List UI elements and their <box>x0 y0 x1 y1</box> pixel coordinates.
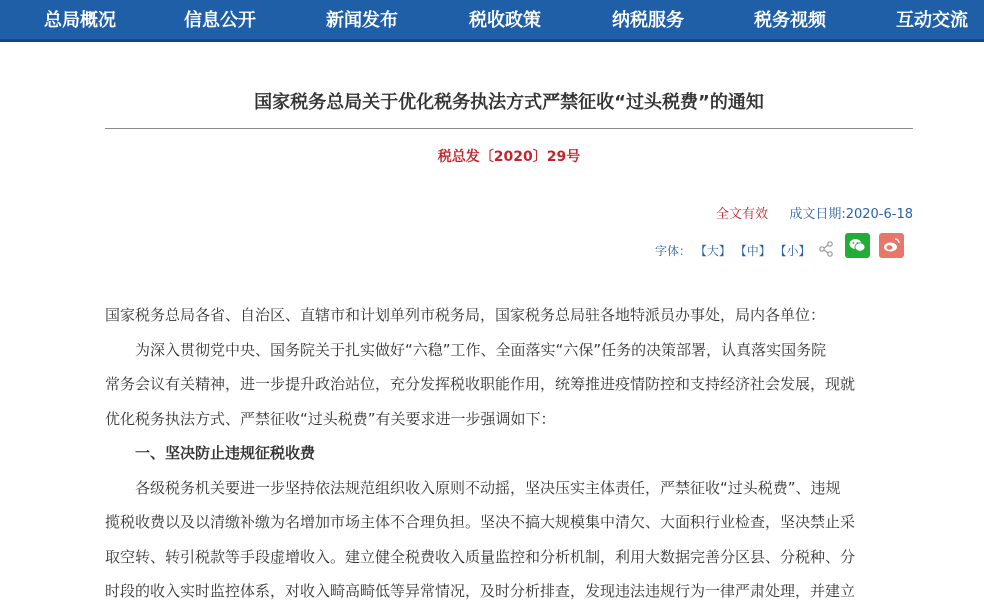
paragraph-line: 各级税务机关要进一步坚持依法规范组织收入原则不动摇，坚决压实主体责任，严禁征收“过头税费”、违规 <box>135 478 841 497</box>
document-title: 国家税务总局关于优化税务执法方式严禁征收“过头税费”的通知 <box>254 92 764 113</box>
document-body <box>105 298 915 609</box>
font-size-label: 字体： <box>655 244 692 258</box>
nav-item-tax-service[interactable]: 纳税服务 <box>612 10 684 31</box>
document-number: 税总发〔2020〕29号 <box>437 149 581 165</box>
nav-item-tax-video[interactable]: 税务视频 <box>754 10 826 31</box>
salutation-line: 国家税务总局各省、自治区、直辖市和计划单列市税务局，国家税务总局驻各地特派员办事处，局内各单位： <box>105 306 826 324</box>
share-icon[interactable] <box>818 241 834 257</box>
nav-item-info-disclosure[interactable]: 信息公开 <box>184 10 256 31</box>
paragraph-line: 揽税收费以及以清缴补缴为名增加市场主体不合理负担。坚决不搞大规模集中清欠、大面积行业检查，坚决禁止采 <box>105 513 856 531</box>
font-size-controls <box>655 242 811 259</box>
paragraph-line: 为深入贯彻党中央、国务院关于扎实做好“六稳”工作、全面落实“六保”任务的决策部署，认真落实国务院 <box>135 340 827 359</box>
weibo-icon[interactable] <box>879 233 904 258</box>
nav-item-about[interactable]: 总局概况 <box>44 10 116 31</box>
paragraph-line: 优化税务执法方式、严禁征收“过头税费”有关要求进一步强调如下： <box>105 409 556 428</box>
paragraph-line: 时段的收入实时监控体系，对收入畸高畸低等异常情况，及时分析排查，发现违法违规行为一律严肃处理，并建立 <box>105 582 856 600</box>
font-size-small-link[interactable]: 【小】 <box>774 244 811 258</box>
wechat-icon[interactable] <box>845 233 870 258</box>
nav-item-tax-policy[interactable]: 税收政策 <box>469 10 541 31</box>
paragraph-line: 取空转、转引税款等手段虚增收入。建立健全税费收入质量监控和分析机制，利用大数据完善分区县、分税种、分 <box>105 547 856 566</box>
section-heading: 一、坚决防止违规征税收费 <box>135 444 316 462</box>
font-size-medium-link[interactable]: 【中】 <box>734 244 771 258</box>
font-size-large-link[interactable]: 【大】 <box>694 244 731 258</box>
paragraph-line: 常务会议有关精神，进一步提升政治站位，充分发挥税收职能作用，统筹推进疫情防控和支持经济社会发展，现就 <box>105 375 856 393</box>
document-date: 成文日期:2020-6-18 <box>789 207 913 222</box>
title-divider <box>105 128 913 129</box>
nav-item-interaction[interactable]: 互动交流 <box>896 10 968 31</box>
nav-item-news[interactable]: 新闻发布 <box>326 10 398 31</box>
top-nav-bar <box>0 0 984 42</box>
validity-status: 全文有效 <box>715 207 768 222</box>
